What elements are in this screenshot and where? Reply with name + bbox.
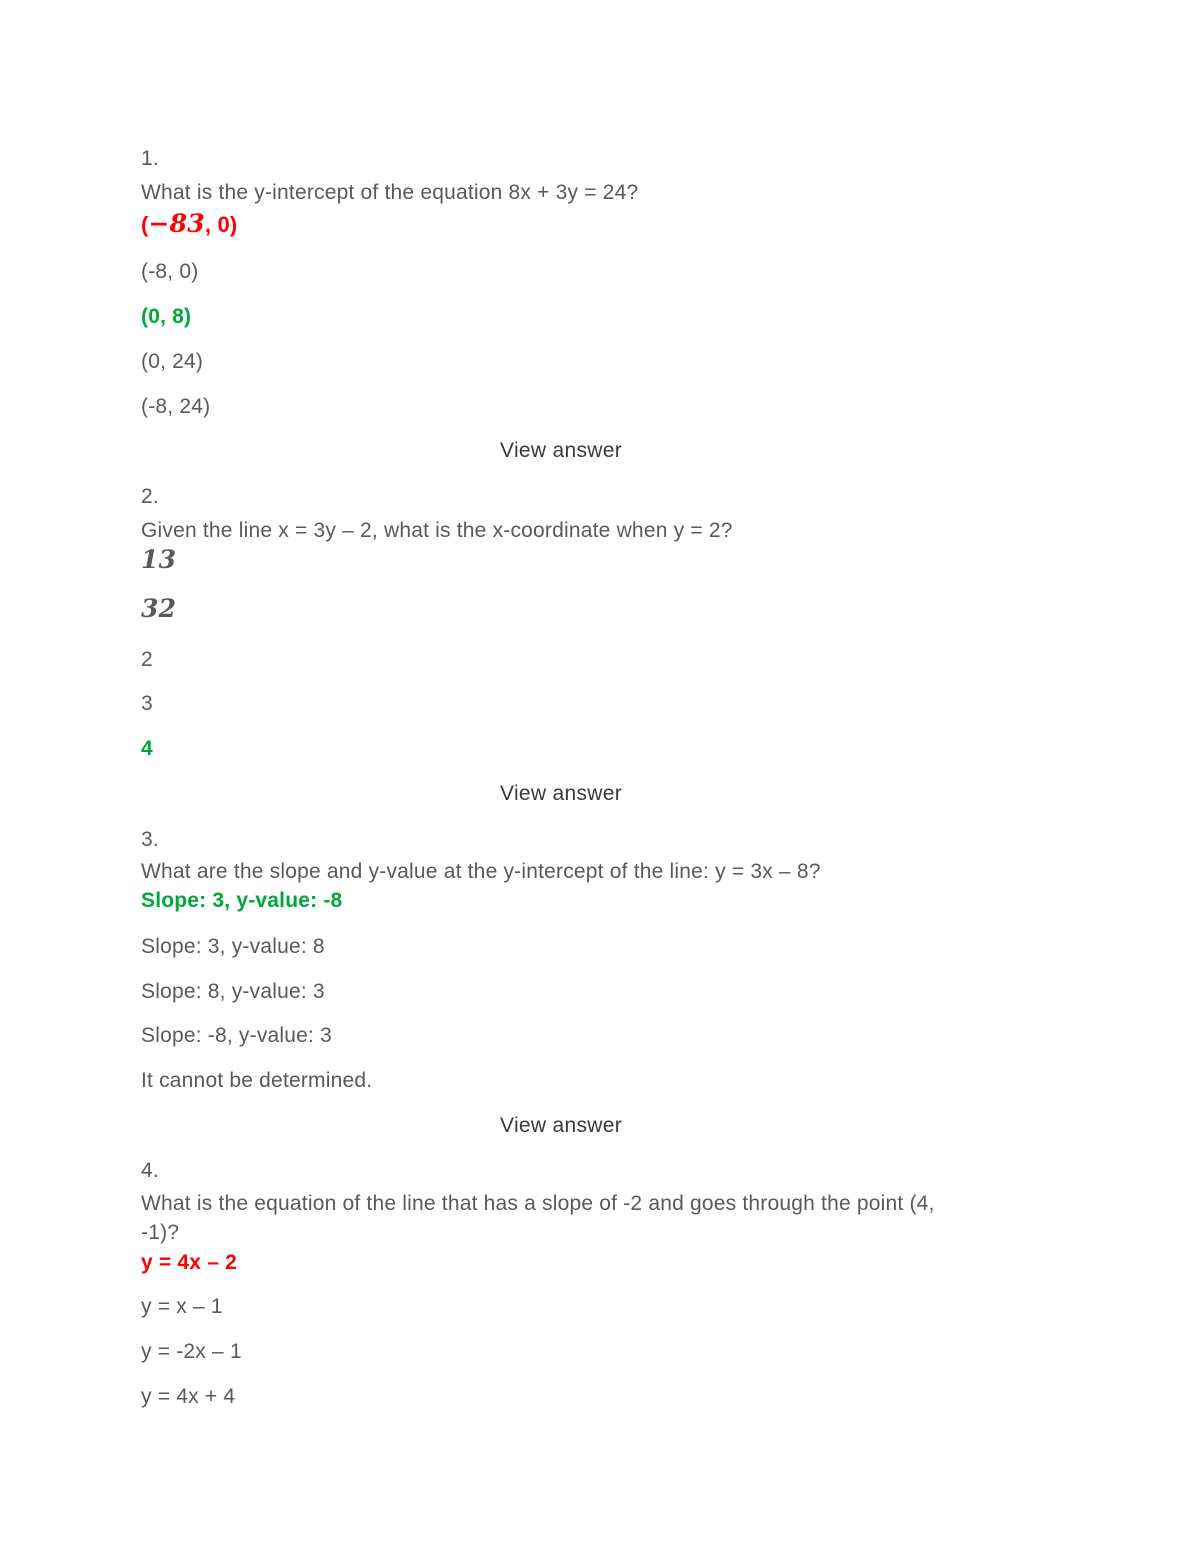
option-open-paren: ( <box>141 212 149 237</box>
question-3-text: What are the slope and y-value at the y-intercept of the line: y = 3x – 8? <box>141 860 821 883</box>
question-1-number: 1. <box>141 147 159 170</box>
question-4-option-3[interactable]: y = -2x – 1 <box>141 1340 242 1363</box>
question-1-option-4[interactable]: (0, 24) <box>141 350 204 373</box>
question-2-option-1[interactable]: 13 <box>141 545 177 574</box>
option-fraction: −83 <box>148 209 205 238</box>
question-2-option-2[interactable]: 32 <box>141 594 177 623</box>
question-2-option-3[interactable]: 2 <box>141 648 153 671</box>
question-2-view-answer[interactable]: View answer <box>500 782 622 805</box>
question-1-option-1[interactable] <box>141 211 237 238</box>
question-2-number: 2. <box>141 485 159 508</box>
question-1-option-5[interactable]: (-8, 24) <box>141 395 211 418</box>
question-4-option-4[interactable]: y = 4x + 4 <box>141 1385 236 1408</box>
question-4-text-line-2: -1)? <box>141 1221 180 1244</box>
question-4-number: 4. <box>141 1159 159 1182</box>
question-4-option-2[interactable]: y = x – 1 <box>141 1295 223 1318</box>
question-1-option-3[interactable]: (0, 8) <box>141 305 192 328</box>
question-1-option-2[interactable]: (-8, 0) <box>141 260 199 283</box>
question-1-view-answer[interactable]: View answer <box>500 439 622 462</box>
question-3-view-answer[interactable]: View answer <box>500 1114 622 1137</box>
question-2-option-4[interactable]: 3 <box>141 692 153 715</box>
question-2-option-5[interactable]: 4 <box>141 737 153 760</box>
question-2-text: Given the line x = 3y – 2, what is the x-coordinate when y = 2? <box>141 519 733 542</box>
question-3-option-3[interactable]: Slope: 8, y-value: 3 <box>141 980 325 1003</box>
question-3-option-5[interactable]: It cannot be determined. <box>141 1069 373 1092</box>
question-3-option-1[interactable]: Slope: 3, y-value: -8 <box>141 889 343 912</box>
option-rest: , 0) <box>204 212 238 237</box>
question-3-number: 3. <box>141 828 159 851</box>
question-3-option-4[interactable]: Slope: -8, y-value: 3 <box>141 1024 332 1047</box>
question-4-option-1[interactable]: y = 4x – 2 <box>141 1251 237 1274</box>
question-3-option-2[interactable]: Slope: 3, y-value: 8 <box>141 935 325 958</box>
question-1-text: What is the y-intercept of the equation 8x + 3y = 24? <box>141 181 639 204</box>
question-4-text-line-1: What is the equation of the line that has a slope of -2 and goes through the point (4, <box>141 1192 935 1215</box>
